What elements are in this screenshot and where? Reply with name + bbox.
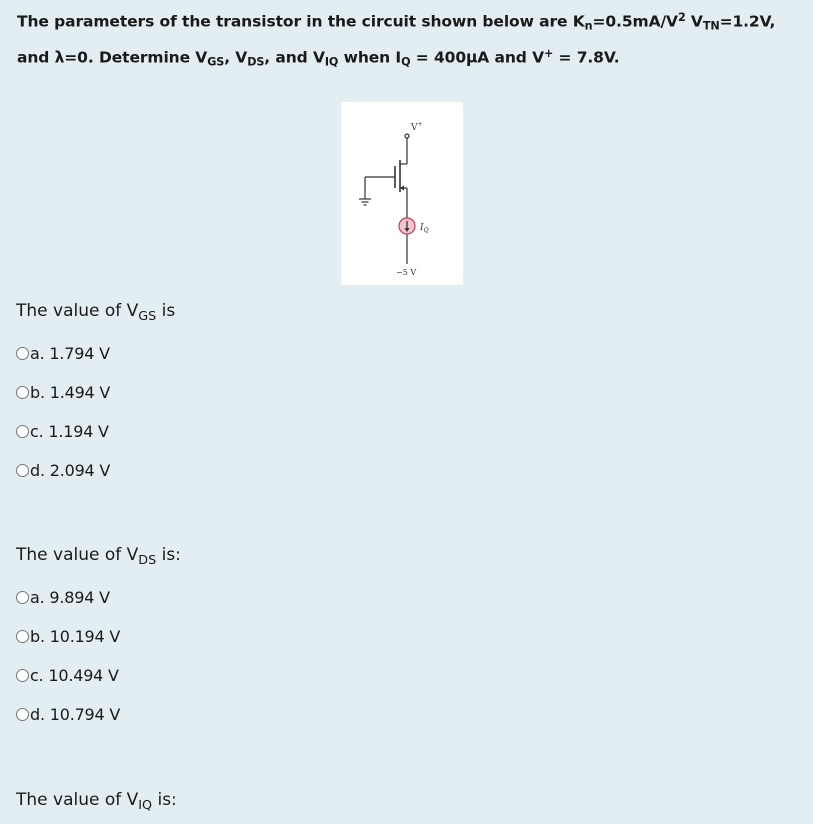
vds-option-d[interactable]: d. 10.794 V	[16, 703, 120, 725]
vgs-option-d[interactable]: d. 2.094 V	[16, 459, 110, 481]
vds-option-b[interactable]: b. 10.194 V	[16, 625, 120, 647]
negative-supply-label: −5 V	[396, 268, 417, 277]
circuit-figure	[341, 102, 463, 285]
question-text: The parameters of the transistor in the circuit shown below are $K_n=0.5mA/V^2$ $V_{TN}=1.2V$, and λ=0. Determine $V_{GS}$, $V_{DS}$, and $V_{IQ}$ when $I_Q = 400\mu A$ and V+ = 7.8V.	[17, 11, 776, 69]
supply-terminal	[405, 134, 409, 138]
radio-button[interactable]	[16, 347, 29, 360]
vds-question-prompt: The value of $V_{DS}$ is:	[16, 545, 181, 568]
radio-button[interactable]	[16, 630, 29, 643]
radio-button[interactable]	[16, 708, 29, 721]
vgs-option-b[interactable]: b. 1.494 V	[16, 381, 110, 403]
vds-option-a[interactable]: a. 9.894 V	[16, 586, 110, 608]
current-source-label: $I_Q$	[420, 223, 429, 234]
vds-option-c[interactable]: c. 10.494 V	[16, 664, 119, 686]
radio-button[interactable]	[16, 386, 29, 399]
supply-label: V+	[411, 121, 423, 133]
radio-button[interactable]	[16, 591, 29, 604]
radio-button[interactable]	[16, 669, 29, 682]
radio-button[interactable]	[16, 425, 29, 438]
circuit-diagram	[341, 102, 463, 285]
vgs-question-prompt: The value of $V_{GS}$ is	[16, 301, 176, 324]
vgs-option-a[interactable]: a. 1.794 V	[16, 342, 110, 364]
vgs-option-c[interactable]: c. 1.194 V	[16, 420, 109, 442]
radio-button[interactable]	[16, 464, 29, 477]
viq-question-prompt: The value of $V_{IQ}$ is:	[16, 790, 177, 813]
